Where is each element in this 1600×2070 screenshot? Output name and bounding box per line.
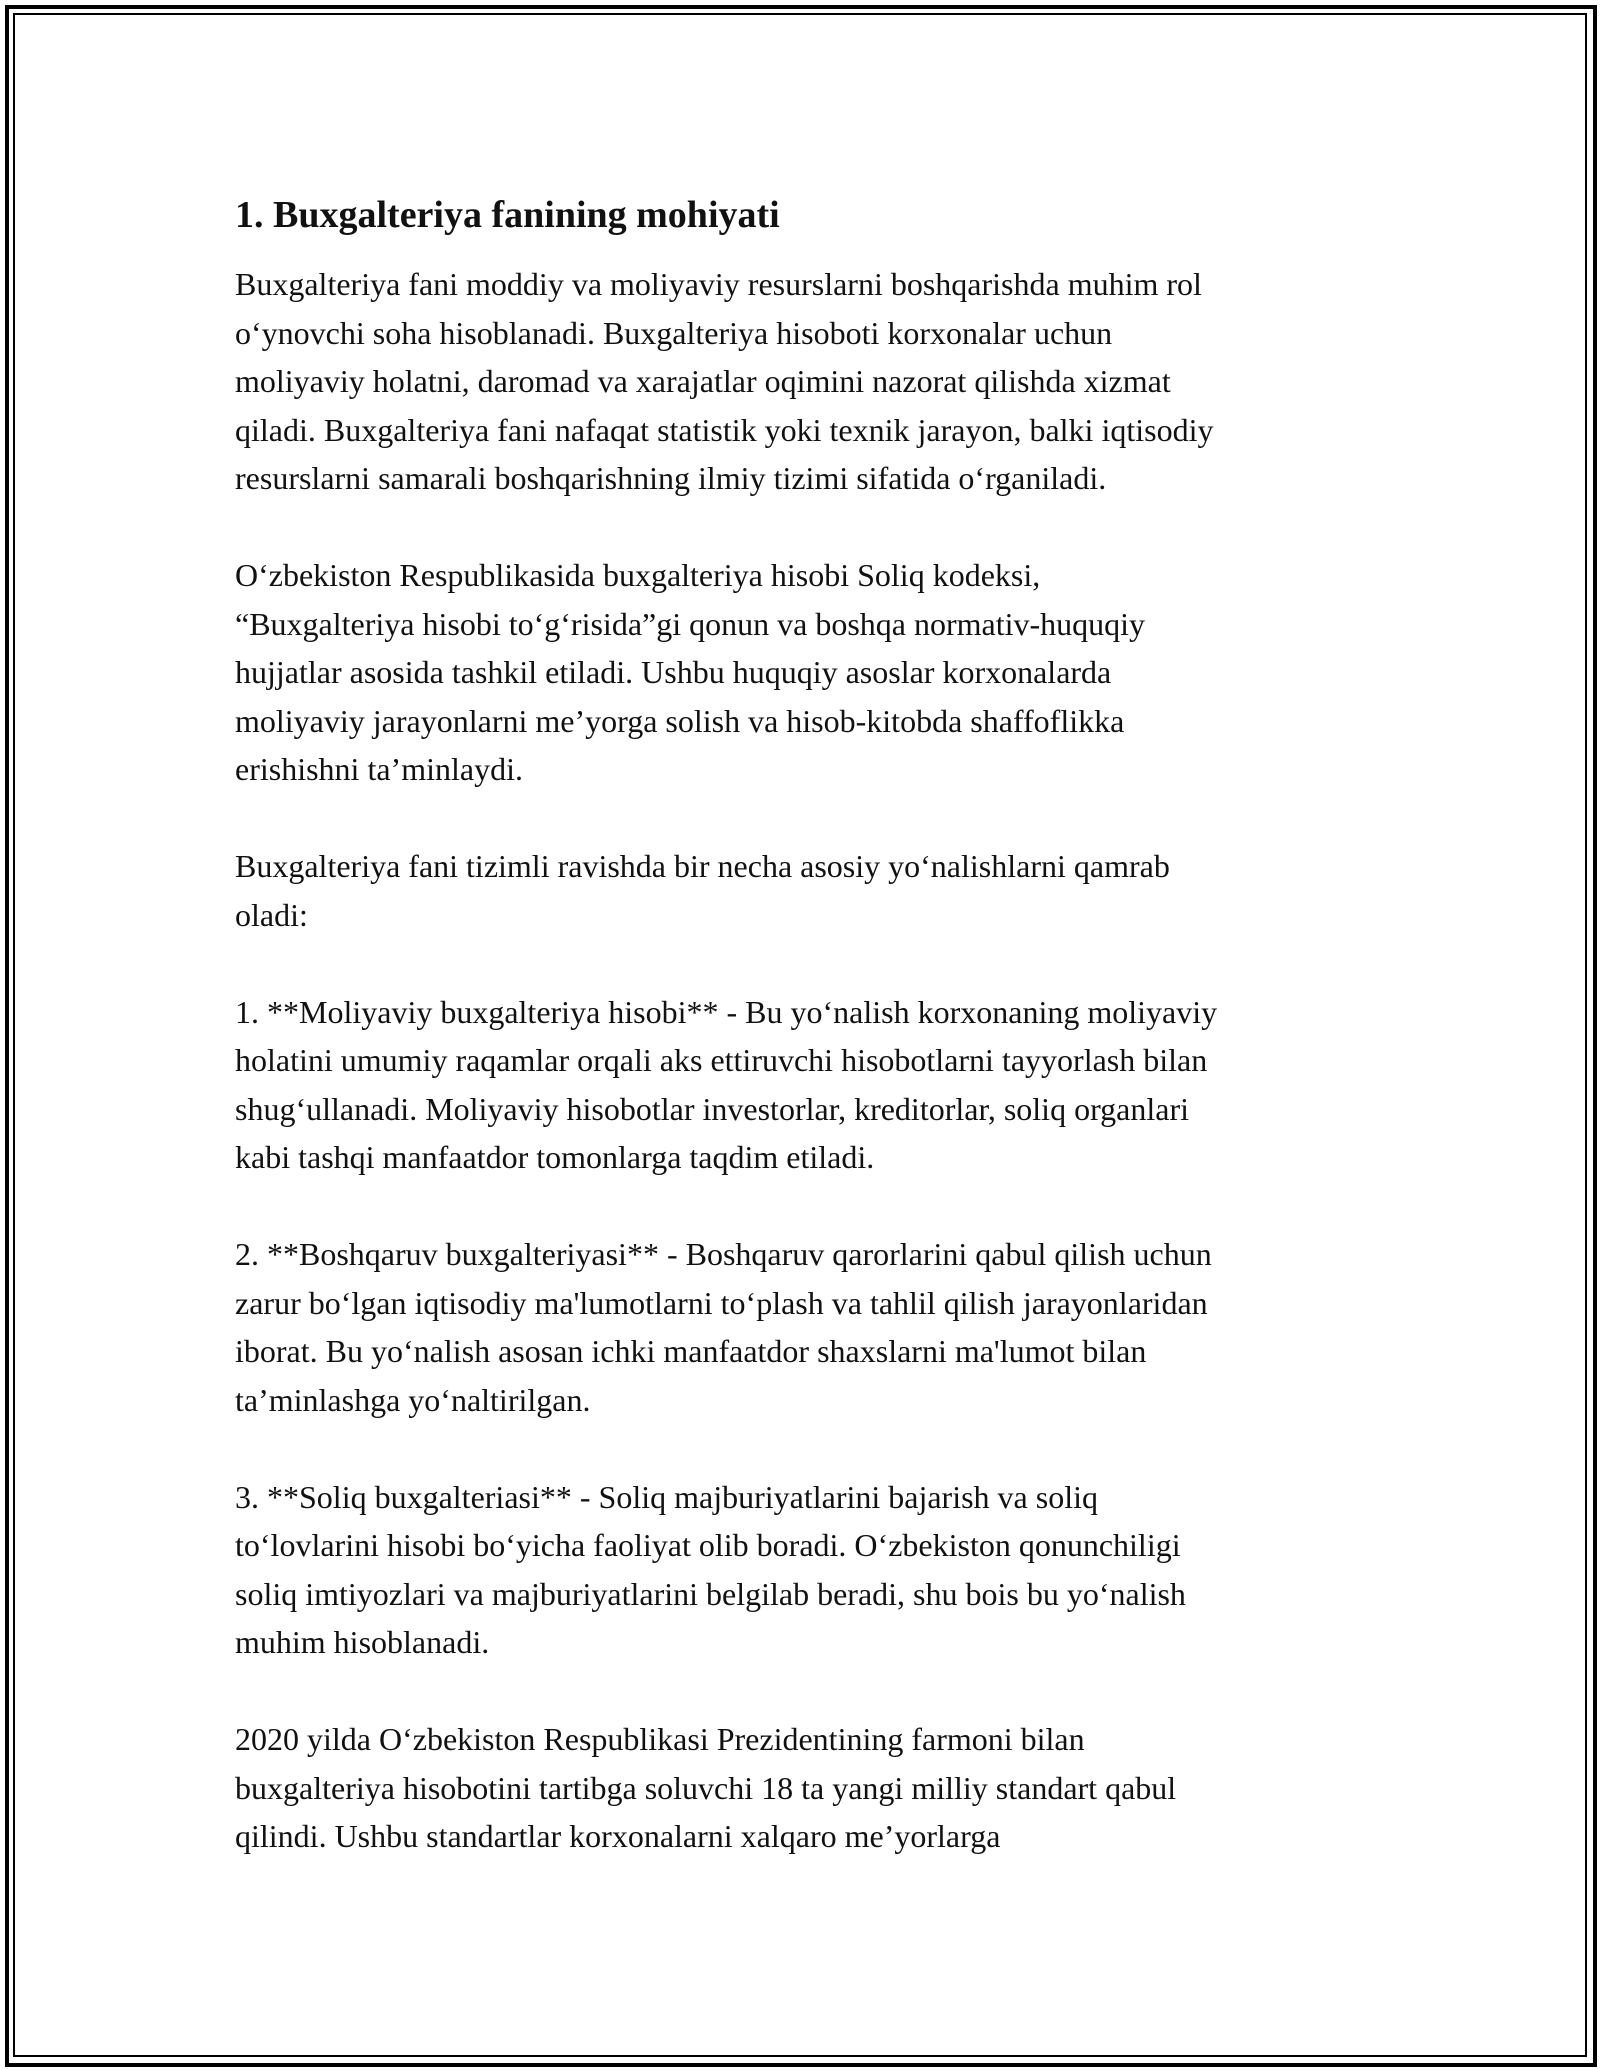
intro-paragraph: Buxgalteriya fani moddiy va moliyaviy resurslarni boshqarishda muhim rol o‘ynovchi soha hisoblanadi. Buxgalteriya hisoboti korxonalar uchun moliyaviy holatni, daromad va xarajatlar oqimini nazorat qilishda xizmat qiladi. Buxgalteriya fani nafaqat statistik yoki texnik jarayon, balki iqtisodiy resurslarni samarali boshqarishning ilmiy tizimi sifatida o‘rganiladi. (235, 266, 1214, 496)
list-item-management-accounting: 2. **Boshqaruv buxgalteriyasi** - Boshqaruv qarorlarini qabul qilish uchun zarur bo‘lgan iqtisodiy ma'lumotlarni to‘plash va tahlil qilish jarayonlaridan iborat. Bu yo‘nalish asosan ichki manfaatdor shaxslarni ma'lumot bilan ta’minlashga yo‘naltirilgan. (235, 1236, 1212, 1418)
page-title: 1. Buxgalteriya fanining mohiyati (235, 194, 780, 236)
document-body (235, 190, 1375, 1909)
directions-intro-paragraph: Buxgalteriya fani tizimli ravishda bir necha asosiy yo‘nalishlarni qamrab oladi: (235, 848, 1170, 933)
list-item-financial-accounting: 1. **Moliyaviy buxgalteriya hisobi** - Bu yo‘nalish korxonaning moliyaviy holatini umumiy raqamlar orqali aks ettiruvchi hisobotlarni tayyorlash bilan shug‘ullanadi. Moliyaviy hisobotlar investorlar, kreditorlar, soliq organlari kabi tashqi manfaatdor tomonlarga taqdim etiladi. (235, 993, 1218, 1175)
list-item-tax-accounting: 3. **Soliq buxgalteriasi** - Soliq majburiyatlarini bajarish va soliq to‘lovlarini hisobi bo‘yicha faoliyat olib boradi. O‘zbekiston qonunchiligi soliq imtiyozlari va majburiyatlarini belgilab beradi, shu bois bu yo‘nalish muhim hisoblanadi. (235, 1478, 1186, 1660)
standards-paragraph: 2020 yilda O‘zbekiston Respublikasi Prezidentining farmoni bilan buxgalteriya hisobotini tartibga soluvchi 18 ta yangi milliy standart qabul qilindi. Ushbu standartlar korxonalarni xalqaro me’yorlarga (235, 1721, 1177, 1854)
legal-basis-paragraph: O‘zbekiston Respublikasida buxgalteriya hisobi Soliq kodeksi, “Buxgalteriya hisobi to‘g‘risida”gi qonun va boshqa normativ-huquqiy hujjatlar asosida tashkil etiladi. Ushbu huquqiy asoslar korxonalarda moliyaviy jarayonlarni me’yorga solish va hisob-kitobda shaffoflikka erishishni ta’minlaydi. (235, 557, 1146, 787)
